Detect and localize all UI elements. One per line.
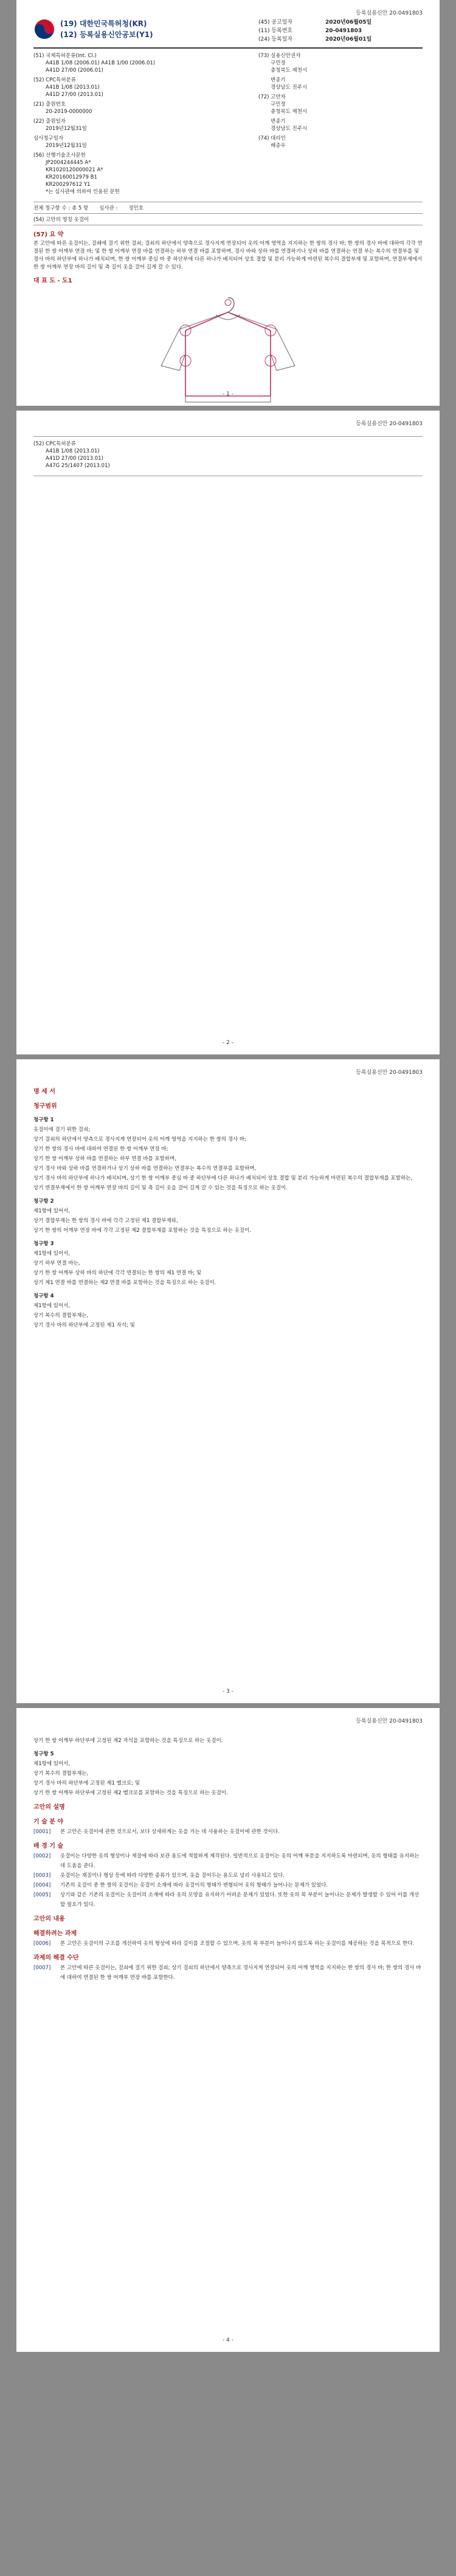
- document-header: [33, 18, 423, 49]
- paragraph: [33, 1881, 423, 1890]
- title-line: [33, 214, 423, 225]
- bibliographic-right: [258, 52, 423, 198]
- claim-text: 상기 하부 연결 바는,: [33, 1260, 80, 1266]
- meta-row: [258, 35, 423, 44]
- biblio-block: [33, 101, 254, 115]
- claim-text: 상기 경사 바의 하단부에 고정된 제1 자석; 및: [33, 1322, 135, 1328]
- biblio-block: [33, 77, 254, 98]
- biblio-heading: (74) 대리인: [258, 135, 286, 142]
- paragraph-number: [0001]: [33, 1829, 51, 1835]
- biblio-line: KR20160012979 B1: [46, 174, 97, 180]
- section-heading: 기 술 분 야: [33, 1819, 64, 1825]
- meta-key: (24) 등록일자: [258, 36, 293, 43]
- biblio-line: 구민정: [271, 60, 286, 66]
- biblio-block: [258, 118, 423, 132]
- biblio-block: [258, 77, 423, 91]
- specification-content: [33, 1087, 423, 1330]
- paragraph: [33, 1939, 423, 1949]
- claim-number: 청구항 4: [33, 1293, 54, 1299]
- biblio-line: 구민정: [271, 101, 286, 108]
- paragraph: [33, 1871, 423, 1881]
- biblio-heading: (56) 선행기술조사문헌: [33, 152, 86, 159]
- biblio-heading: (51) 국제특허분류(Int. Cl.): [33, 53, 97, 59]
- representative-figure: [33, 293, 423, 406]
- claims-line-part: 심사관 :: [99, 205, 118, 211]
- page-2: [16, 411, 440, 1054]
- claims-list: [33, 1115, 423, 1330]
- claim-text: 상기 한 쌍 어깨부 상하 바의 하단에 각각 연결되는 한 쌍의 제1 연결 바; 및: [33, 1270, 202, 1276]
- claim-text: 상기 한 쌍의 어깨부 연장 바에 각각 고정된 제2 결합부재를 포함하는 것을 특징으로 하는 옷걸이.: [33, 1228, 251, 1234]
- meta-value: 2020년06월05일: [325, 19, 372, 26]
- utility-title: (54) 고안의 명칭 옷걸이: [33, 217, 89, 223]
- claim-text: 상기 한 쌍의 경사 바에 대하여 연결된 한 쌍 어깨부 연장 바;: [33, 1146, 168, 1152]
- biblio-line: A41B 1/08 (2013.01): [46, 448, 100, 454]
- section-heading: 고안의 내용: [33, 1916, 65, 1922]
- claim-text: 제1항에 있어서,: [33, 1303, 71, 1309]
- publication-titles: [55, 18, 258, 44]
- biblio-line: 20-2019-0000000: [46, 109, 92, 115]
- registration-number: 등록실용신안 20-0491803: [356, 1070, 423, 1076]
- page-number: - 1 -: [223, 391, 233, 397]
- registration-number: 등록실용신안 20-0491803: [356, 10, 423, 16]
- description-content: [33, 1736, 423, 1983]
- paragraph-number: [0006]: [33, 1941, 51, 1947]
- paragraph-text: 본 고안은 옷걸이의 구조를 개선하여 옷의 형상에 따라 길이를 조절할 수 있으며, 옷의 목 부분이 늘어나지 않도록 하는 옷걸이를 제공하는 것을 목적으로 한다.: [60, 1941, 415, 1947]
- meta-value: 2020년06월01일: [325, 36, 372, 43]
- publication-meta: [258, 18, 423, 44]
- claims-line: [33, 202, 423, 214]
- office-name: (19) 대한민국특허청(KR): [60, 19, 147, 28]
- biblio-block: [33, 135, 254, 149]
- page-number: - 4 -: [223, 2337, 233, 2343]
- claims-line-part: 전체 청구항 수 : 총 5 항: [33, 205, 89, 211]
- biblio-line: 경상남도 진주시: [271, 126, 308, 132]
- biblio-line: 배종우: [271, 143, 286, 149]
- meta-key: (11) 등록번호: [258, 28, 293, 34]
- claim-text: 옷걸이에 걸기 위한 걸쇠;: [33, 1127, 91, 1133]
- claim-text: 제1항에 있어서,: [33, 1251, 71, 1257]
- section-heading: 해결하려는 과제: [33, 1930, 77, 1937]
- biblio-line: 2019년12월31일: [46, 143, 87, 149]
- biblio-line: A47G 25/1407 (2013.01): [46, 463, 110, 469]
- biblio-heading: (52) CPC특허분류: [33, 441, 76, 447]
- meta-key: (45) 공고일자: [258, 19, 293, 26]
- page-3: [16, 1059, 440, 1703]
- biblio-block: [258, 52, 423, 74]
- paragraph-number: [0007]: [33, 1965, 51, 1971]
- section-heading: 고안의 설명: [33, 1804, 65, 1811]
- claim-number: 청구항 1: [33, 1117, 54, 1123]
- biblio-line: KR1020120000021 A*: [46, 167, 103, 173]
- meta-row: [258, 27, 423, 35]
- paragraph: [33, 1963, 423, 1983]
- biblio-heading: 심사청구일자: [33, 135, 64, 142]
- registration-number: 등록실용신안 20-0491803: [356, 1718, 423, 1724]
- paragraph: [33, 1890, 423, 1910]
- figure-heading: 대 표 도 - 도1: [33, 278, 72, 284]
- biblio-heading: (21) 출원번호: [33, 101, 66, 108]
- claim-text: 상기 경사 바의 하단부에 고정된 제1 벨크로; 및: [33, 1780, 140, 1786]
- biblio-line: JP2004244445 A*: [46, 160, 91, 166]
- biblio-block: [33, 52, 254, 74]
- claim-text: 상기 걸쇠의 하단에서 양측으로 경사지게 연장되어 옷의 어깨 영역을 지지하는 한 쌍의 경사 바;: [33, 1136, 247, 1143]
- biblio-block: [33, 118, 254, 132]
- page-4: [16, 1708, 440, 2352]
- biblio-line: A41D 27/00 (2013.01): [46, 92, 103, 98]
- claim-number: 청구항 3: [33, 1241, 54, 1247]
- publication-type: (12) 등록실용신안공보(Y1): [60, 30, 153, 39]
- biblio-line: 경상남도 진주시: [271, 84, 308, 91]
- claim-text: 제1항에 있어서,: [33, 1208, 71, 1214]
- biblio-line: A41D 27/00 (2013.01): [46, 456, 103, 462]
- biblio-heading: (22) 출원일자: [33, 118, 66, 125]
- paragraph-text: 옷걸이는 재질이나 형상 등에 따라 다양한 종류가 있으며, 옷을 걸어두는 용도로 널리 사용되고 있다.: [60, 1873, 285, 1879]
- paragraph: [33, 1851, 423, 1871]
- section-heading: 과제의 해결 수단: [33, 1955, 79, 1961]
- biblio-line: KR200297612 Y1: [46, 182, 91, 188]
- biblio-block: [33, 152, 254, 196]
- biblio-line: 충청북도 제천시: [271, 109, 308, 115]
- claim-number: 청구항 5: [33, 1751, 54, 1757]
- claims-heading: 청구범위: [33, 1103, 57, 1110]
- paragraph-text: 본 고안은 옷걸이에 관한 것으로서, 보다 상세하게는 옷을 거는 데 사용하는 옷걸이에 관한 것이다.: [60, 1829, 280, 1835]
- claim-text: 상기 제1 연결 바를 연결하는 제2 연결 바를 포함하는 것을 특징으로 하는 옷걸이.: [33, 1280, 216, 1286]
- claim-text: 제1항에 있어서,: [33, 1761, 71, 1767]
- claim-text: 상기 한 쌍 어깨부 상하 바를 연결하는 하부 연결 바를 포함하며,: [33, 1156, 176, 1162]
- claim-text: 상기 경사 바의 하단부에 하나가 배치되며, 상기 한 쌍 어깨부 중심 바 중 하단부에 다른 하나가 배치되어 상호 결합 및 분리 가능하게 마련된 복수의 결합부재를 포함하는,: [33, 1175, 413, 1181]
- paragraph: [33, 1827, 423, 1837]
- biblio-heading: (52) CPC특허분류: [33, 77, 76, 83]
- paragraph-number: [0004]: [33, 1882, 51, 1888]
- claim-text: 상기 복수의 결합부재는,: [33, 1771, 89, 1777]
- biblio-block: [258, 94, 423, 115]
- meta-value: 20-0491803: [325, 28, 362, 34]
- page-1: [16, 0, 440, 406]
- paragraph-text: 본 고안에 따른 옷걸이는, 걸쇠에 걸기 위한 걸쇠; 상기 걸쇠의 하단에서 양측으로 경사지게 연장되어 옷의 어깨 영역을 지지하는 한 쌍의 경사 바; 한 쌍의 경사 바에 대하여 연결된 한 쌍 어깨부 연장 바를 포함한다.: [60, 1965, 421, 1981]
- paragraph-text: 상기와 같은 기존의 옷걸이는 옷걸이의 소재에 따라 옷의 모양을 유지하기 어려운 문제가 있었다. 또한 옷의 목 부분이 늘어나는 문제가 발생할 수 있어 이를 개선할 필요가 있다.: [60, 1892, 420, 1908]
- biblio-line: 변종기: [271, 77, 286, 83]
- paragraph-number: [0003]: [33, 1873, 51, 1879]
- biblio-line: 충청북도 제천시: [271, 67, 308, 73]
- paragraph-text: 옷걸이는 다양한 옷의 형상이나 재질에 따라 보관 용도에 적합하게 제작된다. 일반적으로 옷걸이는 옷의 어깨 부분을 지지하도록 마련되며, 옷의 형태를 유지하는 데 도움을 준다.: [60, 1853, 420, 1869]
- bibliographic-left: [33, 440, 258, 472]
- biblio-heading: (73) 실용신안권자: [258, 53, 301, 59]
- page-number: - 2 -: [223, 1040, 233, 1046]
- bibliographic-right: [258, 440, 423, 472]
- page-number: - 3 -: [223, 1689, 233, 1695]
- bibliographic-left: [33, 52, 258, 198]
- abstract-heading: (57) 요 약: [33, 231, 64, 238]
- claim-text: 상기 결합부재는 한 쌍의 경사 바에 각각 고정된 제1 결합부재와,: [33, 1218, 178, 1224]
- claim-text: 상기 한 쌍 어깨부 하단부에 고정된 제2 벨크로를 포함하는 것을 특징으로 하는 옷걸이.: [33, 1790, 228, 1796]
- claim-text: 상기 연결부재에서 한 쌍 어깨부 연장 바의 길이 및 측 길이 옷을 걸어 길게 갈 수 있는 것을 특징으로 하는 옷걸이.: [33, 1185, 288, 1191]
- biblio-line: 변종기: [271, 118, 286, 125]
- biblio-line: A41B 1/08 (2006.01) A41B 1/00 (2006.01): [46, 60, 156, 66]
- biblio-line: 2019년12월31일: [46, 126, 87, 132]
- claim-text: 상기 한 쌍 어깨부 하단부에 고정된 제2 자석을 포함하는 것을 특징으로 하는 옷걸이.: [33, 1738, 223, 1744]
- kipo-emblem-icon: [33, 18, 55, 40]
- specification-heading: 명 세 서: [33, 1088, 55, 1095]
- biblio-line: A41D 27/00 (2006.01): [46, 67, 103, 73]
- claim-text: 상기 복수의 결합부재는,: [33, 1313, 89, 1319]
- biblio-line: A41B 1/08 (2013.01): [46, 84, 100, 91]
- paragraph-number: [0005]: [33, 1892, 51, 1898]
- claim-text: 상기 경사 바와 상하 바를 연결하거나 상기 상하 바를 연결하는 연결부는 복수의 연결부를 포함하며,: [33, 1166, 257, 1172]
- biblio-heading: (72) 고안자: [258, 94, 286, 100]
- registration-number: 등록실용신안 20-0491803: [356, 421, 423, 427]
- claim-number: 청구항 2: [33, 1198, 54, 1204]
- section-heading: 배 경 기 술: [33, 1843, 64, 1850]
- biblio-block: [33, 440, 254, 470]
- paragraph-text: 기존의 옷걸이 중 한 쌍의 옷걸이는 옷걸이 소재에 따라 옷걸이의 형태가 변형되어 옷의 형태가 늘어나는 문제가 있었다.: [60, 1882, 328, 1888]
- paragraph-number: [0002]: [33, 1853, 51, 1859]
- meta-row: [258, 18, 423, 27]
- bibliographic-data: [33, 49, 423, 202]
- hanger-shirt-drawing: [137, 293, 319, 406]
- biblio-line: *는 심사관에 의하여 인용된 문헌: [46, 189, 120, 195]
- claims-line-part: 정민호: [128, 205, 144, 211]
- bibliographic-data-continued: [33, 436, 423, 476]
- biblio-block: [258, 135, 423, 149]
- abstract-text: 본 고안에 따른 옷걸이는, 걸쇄에 걸기 위한 걸쇠; 걸쇠의 하단에서 양측으로 경사지게 연장되어 옷의 어깨 영역을 지지하는 한 쌍의 경사 바; 한 쌍의 경사 바에 대하여 각각 연결된 한 쌍 어깨부 연장 바; 및 한 쌍 어깨부 연장 바를 연결하는 하부 연결 바를 포함하며, 경사 바와 상하 바를 연결하거나 상하 바를 연결하는 연결 부는 복수의 연결부를 및 경사 바의 하단부에 하나가 배치되며, 한 쌍 어깨부 중심 바 중 하단부에 다른 하나가 배치되어 상호 결합 및 분리 가능하게 마련된 복수의 결합부재 및 포함하며, 연결부재에서 한 쌍 어깨부 연장 바의 길이 및 측 길이 옷을 걸어 길게 갈 수 있다.: [33, 241, 423, 270]
